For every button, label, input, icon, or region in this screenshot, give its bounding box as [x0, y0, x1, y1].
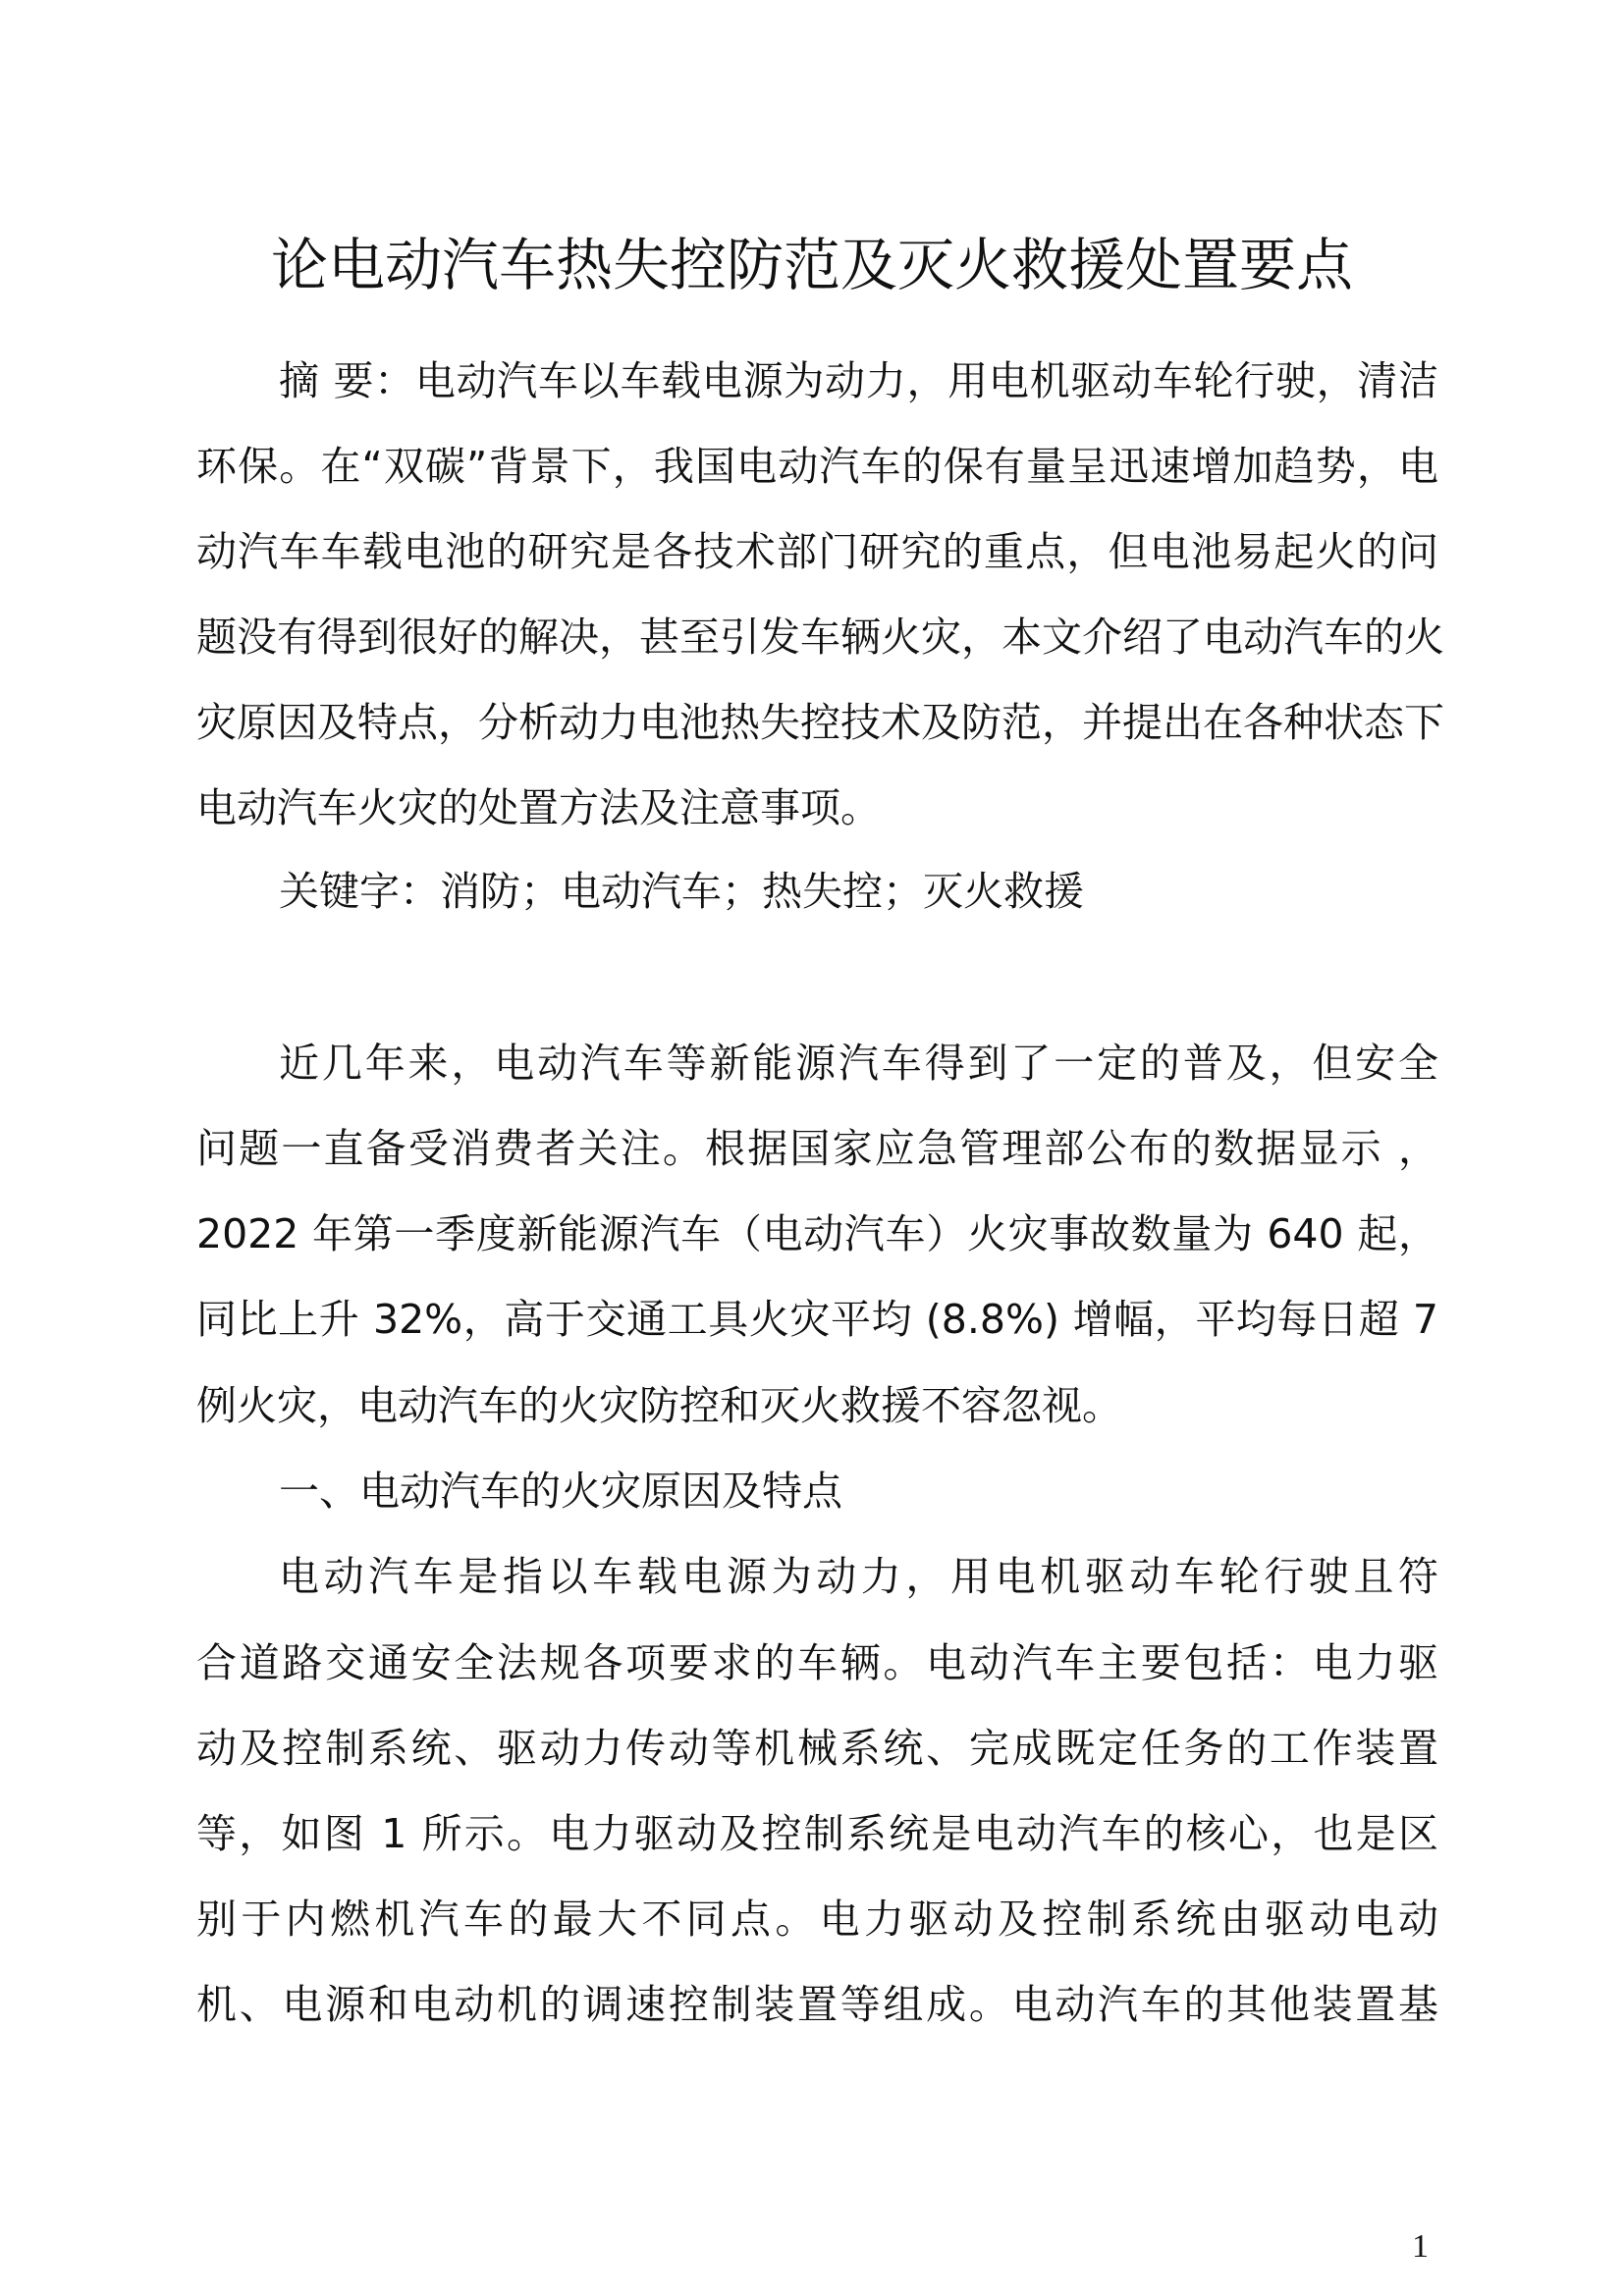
page-number: 1	[1412, 2228, 1429, 2265]
abstract-line: 动汽车车载电池的研究是各技术部门研究的重点，但电池易起火的问	[196, 528, 1438, 575]
document-title: 论电动汽车热失控防范及灭火救援处置要点	[270, 232, 1353, 298]
abstract-line: 电动汽车火灾的处置方法及注意事项。	[196, 784, 881, 831]
abstract-line: 摘 要：电动汽车以车载电源为动力，用电机驱动车轮行驶，清洁	[279, 357, 1438, 404]
paragraph-line: 例火灾，电动汽车的火灾防控和灭火救援不容忽视。	[196, 1382, 1122, 1429]
paragraph-line: 2022 年第一季度新能源汽车（电动汽车）火灾事故数量为 640 起，	[196, 1210, 1438, 1257]
section-heading: 一、电动汽车的火灾原因及特点	[279, 1468, 842, 1515]
paragraph-line: 机、电源和电动机的调速控制装置等组成。电动汽车的其他装置基	[196, 1981, 1438, 2028]
paragraph-line: 近几年来，电动汽车等新能源汽车得到了一定的普及，但安全	[279, 1040, 1438, 1087]
paragraph-line: 别于内燃机汽车的最大不同点。电力驱动及控制系统由驱动电动	[196, 1896, 1438, 1943]
paragraph-line: 合道路交通安全法规各项要求的车辆。电动汽车主要包括：电力驱	[196, 1639, 1438, 1686]
paragraph-line: 同比上升 32%，高于交通工具火灾平均 (8.8%) 增幅，平均每日超 7	[196, 1296, 1438, 1343]
abstract-line: 题没有得到很好的解决，甚至引发车辆火灾，本文介绍了电动汽车的火	[196, 614, 1444, 661]
paragraph-line: 问题一直备受消费者关注。根据国家应急管理部公布的数据显示 ，	[196, 1125, 1438, 1172]
abstract-line: 灾原因及特点，分析动力电池热失控技术及防范，并提出在各种状态下	[196, 699, 1444, 746]
abstract-line: 环保。在“双碳”背景下，我国电动汽车的保有量呈迅速增加趋势，电	[196, 443, 1438, 490]
paragraph-line: 电动汽车是指以车载电源为动力，用电机驱动车轮行驶且符	[279, 1553, 1438, 1600]
paragraph-line: 动及控制系统、驱动力传动等机械系统、完成既定任务的工作装置	[196, 1725, 1438, 1772]
keywords-line: 关键字：消防；电动汽车；热失控；灭火救援	[279, 868, 1084, 915]
paragraph-line: 等，如图 1 所示。电力驱动及控制系统是电动汽车的核心，也是区	[196, 1810, 1438, 1857]
